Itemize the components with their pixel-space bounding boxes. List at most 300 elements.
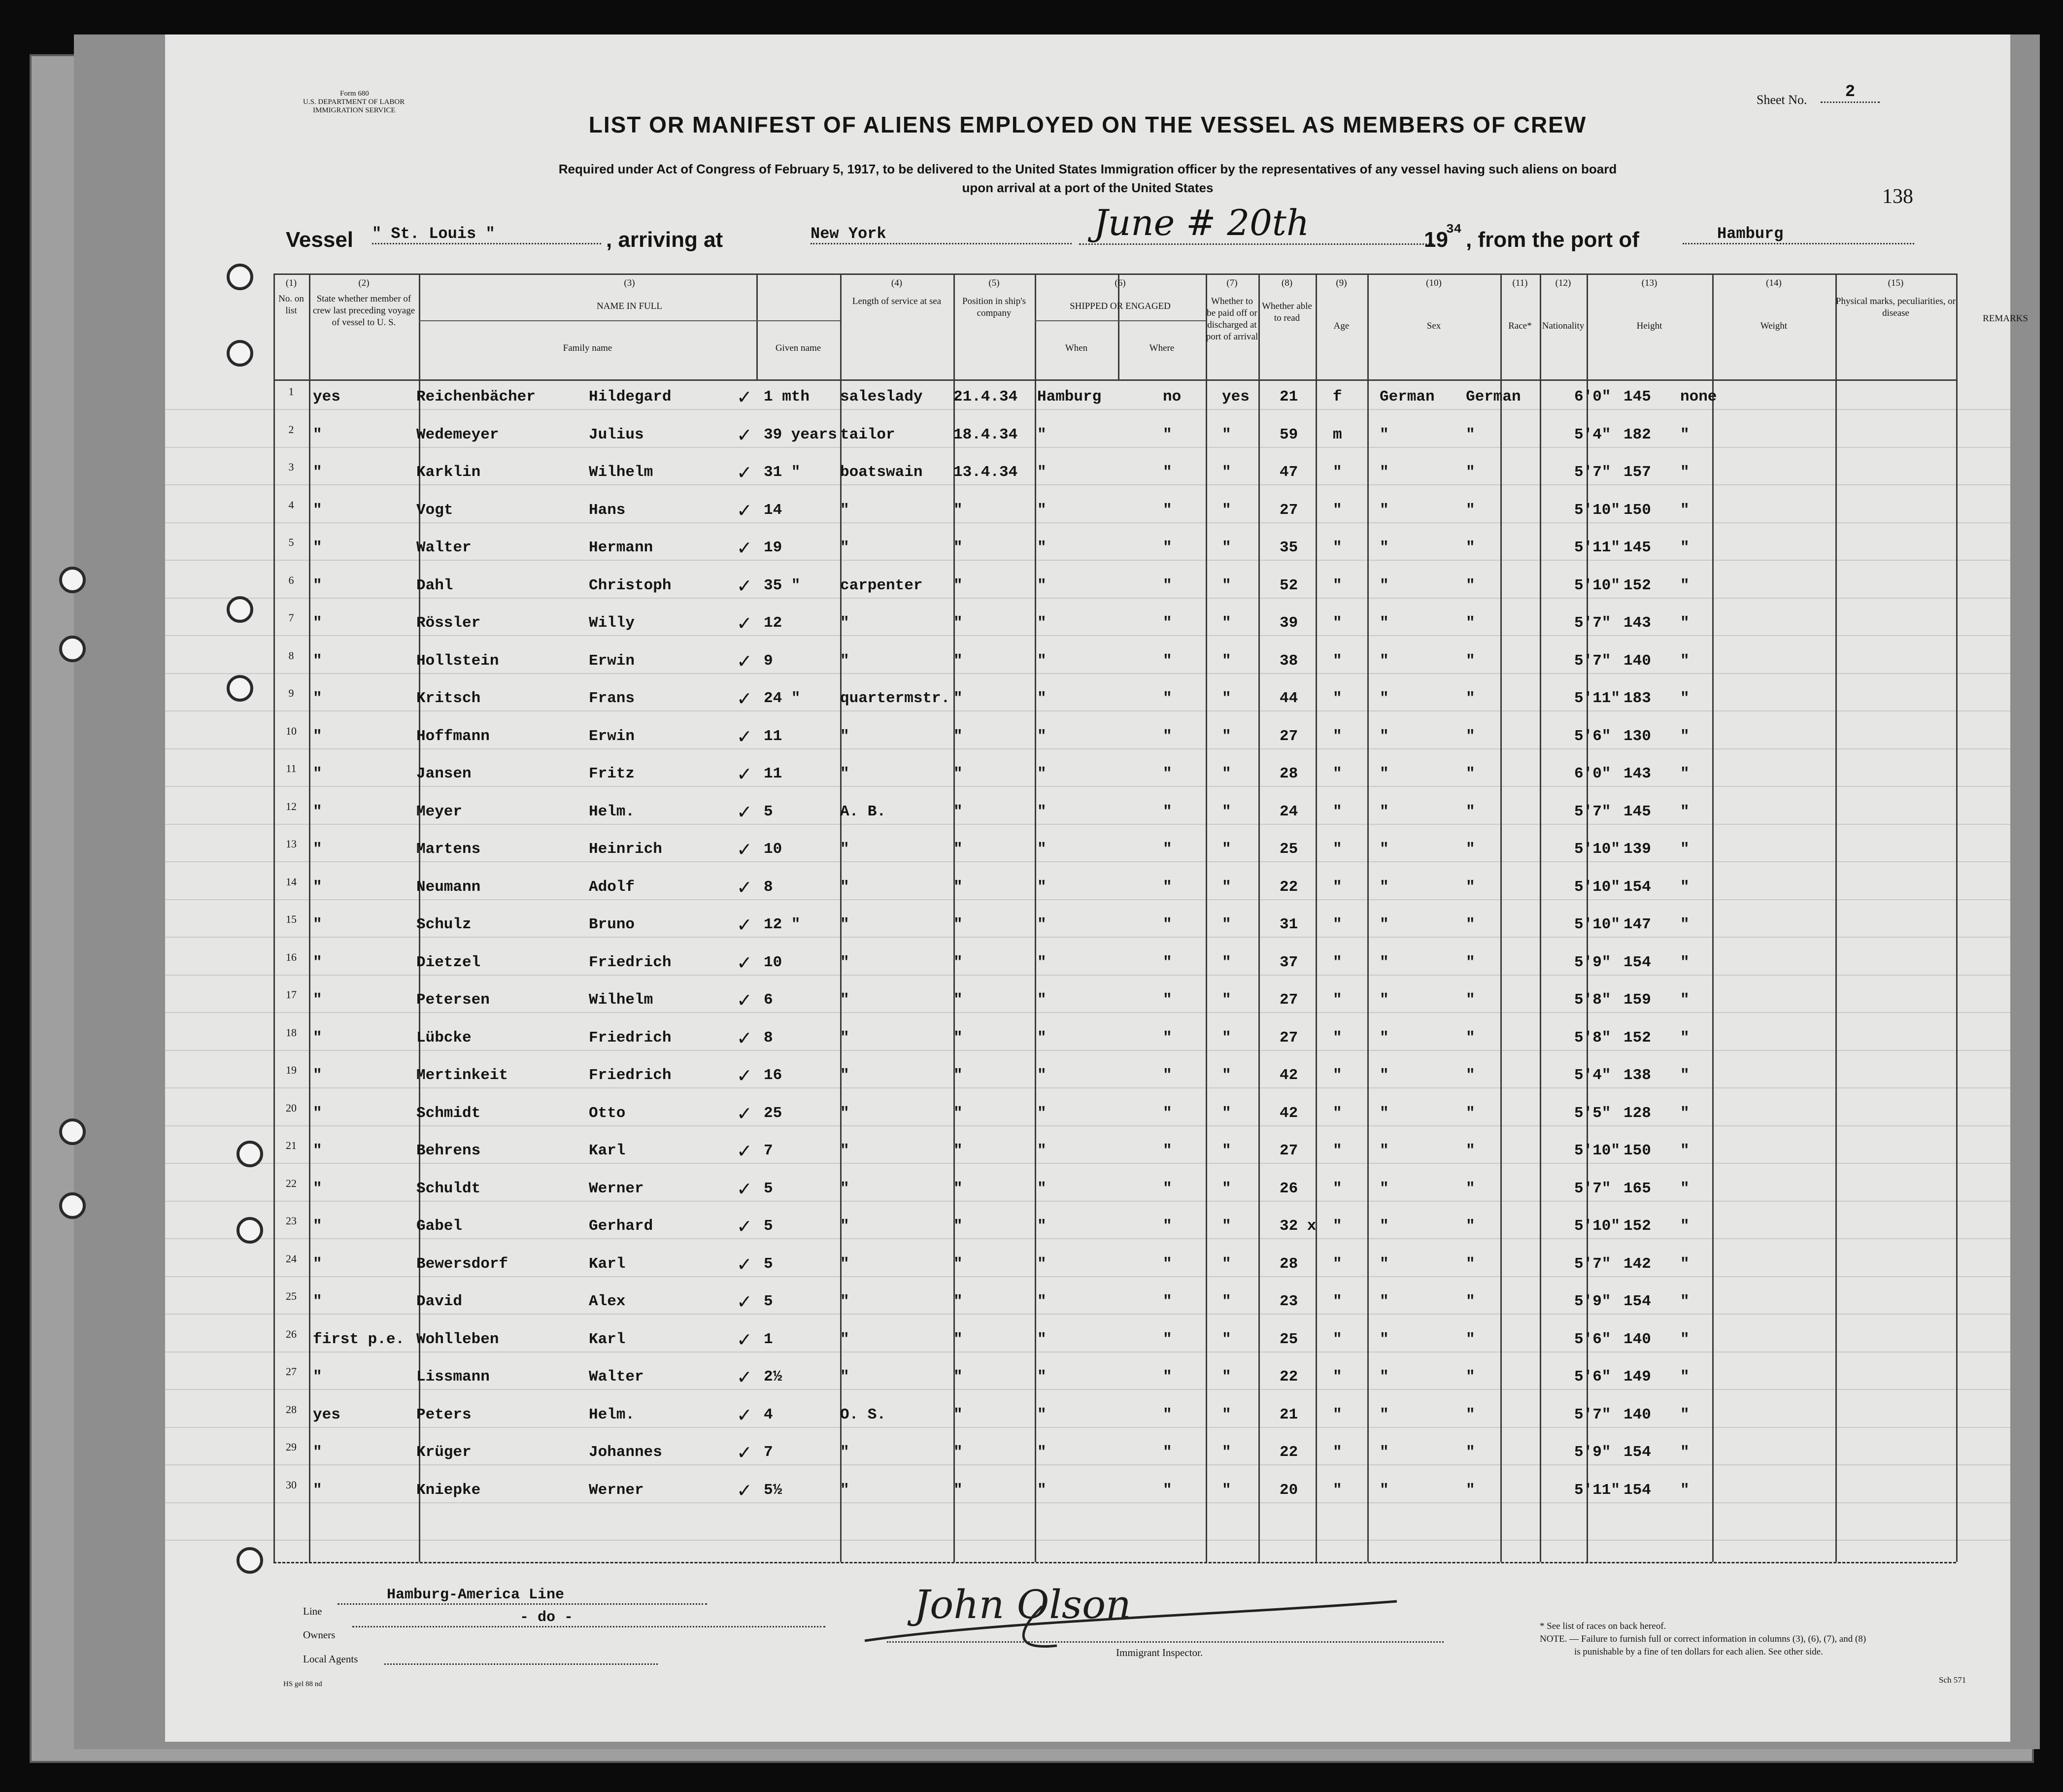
- cell-nat: ": [1466, 803, 1475, 820]
- cell-given: Karl: [589, 1331, 626, 1348]
- cell-age: 21: [1280, 388, 1298, 406]
- cell-read: ": [1222, 502, 1231, 519]
- cell-prev: first p.e.: [313, 1331, 405, 1348]
- cell-read: ": [1222, 690, 1231, 707]
- cell-family: Schulz: [416, 916, 472, 933]
- cell-age: 22: [1280, 1444, 1298, 1461]
- cell-given: Johannes: [589, 1444, 662, 1461]
- cell-race: ": [1380, 803, 1389, 820]
- cell-service: 25: [764, 1105, 782, 1122]
- column-rule: [1500, 273, 1502, 1562]
- cell-nat: ": [1466, 1406, 1475, 1423]
- cell-given: Hildegard: [589, 388, 672, 406]
- column-rule: [1540, 273, 1541, 1562]
- check-mark-icon: ✓: [737, 952, 752, 974]
- cell-position: ": [840, 1444, 849, 1461]
- cell-when: ": [953, 841, 963, 858]
- check-mark-icon: ✓: [737, 537, 752, 559]
- header-remarks: REMARKS: [1983, 313, 2028, 324]
- cell-paid: ": [1163, 690, 1172, 707]
- ruled-line: [165, 1389, 2010, 1390]
- cell-sex: ": [1333, 1368, 1342, 1386]
- cell-given: Willy: [589, 614, 635, 632]
- name-subheader-rule: [419, 320, 840, 321]
- cell-age: 25: [1280, 841, 1298, 858]
- column-number: (7): [1226, 278, 1238, 288]
- cell-weight: 149: [1623, 1368, 1651, 1386]
- cell-service: 1: [764, 1331, 773, 1348]
- cell-nat: ": [1466, 1142, 1475, 1159]
- cell-weight: 182: [1623, 426, 1651, 443]
- cell-where: ": [1037, 502, 1047, 519]
- cell-when: ": [953, 803, 963, 820]
- column-rule: [1367, 273, 1369, 1562]
- cell-paid: ": [1163, 1331, 1172, 1348]
- cell-service: 16: [764, 1067, 782, 1084]
- cell-age: 42: [1280, 1067, 1298, 1084]
- cell-nat: ": [1466, 614, 1475, 632]
- cell-family: Kniepke: [416, 1482, 481, 1499]
- cell-race: ": [1380, 464, 1389, 481]
- cell-when: ": [953, 1180, 963, 1197]
- subtitle-line-2: upon arrival at a port of the United States: [962, 180, 1214, 195]
- row-number: 16: [286, 951, 297, 963]
- cell-position: quartermstr.: [840, 690, 950, 707]
- header-given-name: Given name: [775, 343, 821, 353]
- cell-family: Martens: [416, 841, 481, 858]
- cell-read: ": [1222, 1255, 1231, 1273]
- cell-sex: ": [1333, 539, 1342, 556]
- cell-prev: ": [313, 1482, 322, 1499]
- cell-age: 20: [1280, 1482, 1298, 1499]
- check-mark-icon: ✓: [737, 688, 752, 710]
- agents-label: Local Agents: [303, 1653, 358, 1665]
- cell-when: 18.4.34: [953, 426, 1018, 443]
- note-failure: NOTE. — Failure to furnish full or correct information in columns (3), (6), (7), and (8): [1540, 1634, 1866, 1644]
- arrival-date: June # 20th: [1079, 202, 1434, 245]
- cell-height: 5'8": [1574, 1029, 1611, 1047]
- cell-paid: ": [1163, 765, 1172, 782]
- cell-service: 10: [764, 954, 782, 971]
- cell-when: ": [953, 1105, 963, 1122]
- from-port: Hamburg: [1683, 225, 1914, 244]
- cell-read: ": [1222, 954, 1231, 971]
- cell-sex: ": [1333, 690, 1342, 707]
- cell-nat: ": [1466, 539, 1475, 556]
- cell-age: 42: [1280, 1105, 1298, 1122]
- cell-family: Mertinkeit: [416, 1067, 508, 1084]
- cell-marks: ": [1680, 614, 1690, 632]
- cell-nat: ": [1466, 1067, 1475, 1084]
- check-mark-icon: ✓: [737, 801, 752, 823]
- check-mark-icon: ✓: [737, 1216, 752, 1237]
- cell-nat: ": [1466, 1331, 1475, 1348]
- cell-read: ": [1222, 1217, 1231, 1235]
- cell-nat: German: [1466, 388, 1521, 406]
- cell-position: ": [840, 1482, 849, 1499]
- cell-family: Behrens: [416, 1142, 481, 1159]
- binder-hole: [59, 567, 86, 593]
- cell-prev: ": [313, 1217, 322, 1235]
- cell-given: Karl: [589, 1142, 626, 1159]
- cell-nat: ": [1466, 502, 1475, 519]
- cell-when: ": [953, 1406, 963, 1423]
- cell-marks: ": [1680, 652, 1690, 670]
- cell-family: Vogt: [416, 502, 453, 519]
- header-length-service: Length of service at sea: [852, 296, 942, 306]
- ruled-line: [165, 1012, 2010, 1013]
- cell-service: 5: [764, 1180, 773, 1197]
- cell-paid: ": [1163, 1029, 1172, 1047]
- cell-marks: ": [1680, 728, 1690, 745]
- cell-sex: ": [1333, 765, 1342, 782]
- row-number: 13: [286, 838, 297, 850]
- cell-race: ": [1380, 728, 1389, 745]
- cell-read: ": [1222, 1482, 1231, 1499]
- cell-position: tailor: [840, 426, 895, 443]
- cell-age: 26: [1280, 1180, 1298, 1197]
- shipped-subheader-rule: [1035, 320, 1206, 321]
- binder-hole: [227, 340, 253, 367]
- page-number: 138: [1882, 185, 1913, 208]
- cell-race: ": [1380, 991, 1389, 1009]
- header-able-read: Whether able to read: [1262, 301, 1312, 323]
- cell-family: Lübcke: [416, 1029, 472, 1047]
- ruled-line: [165, 1050, 2010, 1051]
- cell-read: ": [1222, 1180, 1231, 1197]
- cell-marks: ": [1680, 1331, 1690, 1348]
- header-nationality: Nationality: [1542, 321, 1585, 331]
- cell-weight: 154: [1623, 1482, 1651, 1499]
- cell-marks: ": [1680, 1293, 1690, 1310]
- service: IMMIGRATION SERVICE: [313, 106, 396, 114]
- cell-height: 5'7": [1574, 1406, 1611, 1423]
- cell-sex: ": [1333, 614, 1342, 632]
- owners-value: - do -: [352, 1609, 825, 1627]
- cell-where: ": [1037, 916, 1047, 933]
- cell-height: 5'10": [1574, 841, 1621, 858]
- cell-family: Meyer: [416, 803, 463, 820]
- ruled-line: [165, 1464, 2010, 1465]
- cell-where: Hamburg: [1037, 388, 1102, 406]
- cell-prev: yes: [313, 388, 340, 406]
- cell-height: 5'7": [1574, 1255, 1611, 1273]
- cell-age: 59: [1280, 426, 1298, 443]
- row-number: 28: [286, 1403, 297, 1416]
- row-number: 2: [288, 423, 294, 436]
- cell-prev: ": [313, 1255, 322, 1273]
- cell-prev: ": [313, 1029, 322, 1047]
- cell-paid: no: [1163, 388, 1182, 406]
- cell-paid: ": [1163, 652, 1172, 670]
- ruled-line: [165, 1540, 2010, 1541]
- cell-height: 5'5": [1574, 1105, 1611, 1122]
- cell-when: ": [953, 1217, 963, 1235]
- cell-sex: ": [1333, 1331, 1342, 1348]
- cell-where: ": [1037, 841, 1047, 858]
- cell-family: Wedemeyer: [416, 426, 499, 443]
- cell-height: 5'10": [1574, 879, 1621, 896]
- cell-where: ": [1037, 1029, 1047, 1047]
- cell-read: ": [1222, 803, 1231, 820]
- cell-where: ": [1037, 879, 1047, 896]
- cell-position: ": [840, 614, 849, 632]
- cell-position: ": [840, 1142, 849, 1159]
- cell-age: 35: [1280, 539, 1298, 556]
- ruled-line: [165, 409, 2010, 410]
- header-physical: Physical marks, peculiarities, or disease: [1835, 296, 1956, 318]
- cell-weight: 165: [1623, 1180, 1651, 1197]
- cell-prev: ": [313, 1067, 322, 1084]
- sheet-number: 2: [1821, 83, 1880, 103]
- cell-service: 8: [764, 879, 773, 896]
- from-label: , from the port of: [1466, 228, 1639, 252]
- cell-family: Schmidt: [416, 1105, 481, 1122]
- cell-when: ": [953, 954, 963, 971]
- cell-position: ": [840, 1293, 849, 1310]
- cell-service: 6: [764, 991, 773, 1009]
- cell-position: ": [840, 916, 849, 933]
- cell-age: 23: [1280, 1293, 1298, 1310]
- cell-nat: ": [1466, 841, 1475, 858]
- ruled-line: [165, 937, 2010, 938]
- check-mark-icon: ✓: [737, 839, 752, 860]
- document-title: LIST OR MANIFEST OF ALIENS EMPLOYED ON THE VESSEL AS MEMBERS OF CREW: [588, 112, 1587, 137]
- print-code-left: HS gel 88 nd: [283, 1680, 322, 1688]
- cell-given: Friedrich: [589, 1029, 672, 1047]
- cell-position: ": [840, 1029, 849, 1047]
- cell-race: ": [1380, 954, 1389, 971]
- check-mark-icon: ✓: [737, 1140, 752, 1162]
- cell-service: 9: [764, 652, 773, 670]
- cell-weight: 138: [1623, 1067, 1651, 1084]
- cell-race: ": [1380, 1255, 1389, 1273]
- cell-given: Frans: [589, 690, 635, 707]
- note-fine: is punishable by a fine of ten dollars for each alien. See other side.: [1574, 1647, 1823, 1657]
- cell-age: 22: [1280, 879, 1298, 896]
- header-where: Where: [1149, 343, 1175, 353]
- cell-height: 6'0": [1574, 765, 1611, 782]
- ruled-line: [165, 710, 2010, 711]
- cell-marks: ": [1680, 1105, 1690, 1122]
- header-shipped: SHIPPED OR ENGAGED: [1070, 301, 1171, 311]
- cell-family: David: [416, 1293, 463, 1310]
- check-mark-icon: ✓: [737, 1404, 752, 1426]
- cell-service: 35 ": [764, 577, 801, 594]
- cell-when: ": [953, 1293, 963, 1310]
- cell-height: 5'7": [1574, 803, 1611, 820]
- cell-paid: ": [1163, 426, 1172, 443]
- column-number: (5): [988, 278, 1000, 288]
- cell-age: 47: [1280, 464, 1298, 481]
- department: U.S. DEPARTMENT OF LABOR: [303, 98, 405, 106]
- cell-weight: 140: [1623, 1331, 1651, 1348]
- cell-nat: ": [1466, 690, 1475, 707]
- cell-given: Werner: [589, 1482, 644, 1499]
- cell-family: Hoffmann: [416, 728, 490, 745]
- cell-paid: ": [1163, 728, 1172, 745]
- row-number: 3: [288, 461, 294, 473]
- ruled-line: [165, 1238, 2010, 1239]
- cell-family: Petersen: [416, 991, 490, 1009]
- cell-position: ": [840, 954, 849, 971]
- row-number: 29: [286, 1441, 297, 1453]
- cell-given: Wilhelm: [589, 464, 653, 481]
- cell-age: 27: [1280, 991, 1298, 1009]
- cell-where: ": [1037, 1255, 1047, 1273]
- cell-family: Neumann: [416, 879, 481, 896]
- cell-prev: ": [313, 1105, 322, 1122]
- cell-marks: ": [1680, 1406, 1690, 1423]
- column-rule: [1206, 273, 1207, 1562]
- cell-prev: ": [313, 841, 322, 858]
- column-rule: [1835, 273, 1837, 1562]
- cell-sex: ": [1333, 991, 1342, 1009]
- cell-sex: ": [1333, 1293, 1342, 1310]
- check-mark-icon: ✓: [737, 1366, 752, 1388]
- check-mark-icon: ✓: [737, 612, 752, 634]
- cell-read: ": [1222, 1444, 1231, 1461]
- cell-height: 5'6": [1574, 1368, 1611, 1386]
- ruled-line: [165, 899, 2010, 900]
- cell-paid: ": [1163, 502, 1172, 519]
- header-weight: Weight: [1760, 321, 1788, 331]
- row-number: 15: [286, 913, 297, 925]
- cell-given: Erwin: [589, 652, 635, 670]
- cell-race: ": [1380, 1406, 1389, 1423]
- row-number: 30: [286, 1479, 297, 1491]
- inspector-signature: John Olson: [914, 1582, 1131, 1627]
- cell-height: 5'10": [1574, 1217, 1621, 1235]
- cell-marks: ": [1680, 765, 1690, 782]
- cell-service: 5: [764, 1255, 773, 1273]
- cell-read: ": [1222, 1105, 1231, 1122]
- ruled-line: [165, 1163, 2010, 1164]
- cell-marks: ": [1680, 1029, 1690, 1047]
- row-number: 4: [288, 499, 294, 511]
- cell-height: 5'4": [1574, 1067, 1611, 1084]
- cell-position: ": [840, 879, 849, 896]
- cell-service: 2½: [764, 1368, 782, 1386]
- cell-weight: 143: [1623, 765, 1651, 782]
- cell-position: A. B.: [840, 803, 886, 820]
- cell-when: ": [953, 652, 963, 670]
- cell-prev: yes: [313, 1406, 340, 1423]
- cell-marks: ": [1680, 879, 1690, 896]
- cell-height: 5'11": [1574, 539, 1621, 556]
- cell-weight: 143: [1623, 614, 1651, 632]
- cell-position: ": [840, 1105, 849, 1122]
- year-prefix: 19: [1424, 228, 1448, 252]
- cell-position: ": [840, 991, 849, 1009]
- cell-prev: ": [313, 1293, 322, 1310]
- cell-height: 6'0": [1574, 388, 1611, 406]
- cell-paid: ": [1163, 879, 1172, 896]
- cell-when: ": [953, 765, 963, 782]
- cell-when: ": [953, 1067, 963, 1084]
- cell-marks: ": [1680, 502, 1690, 519]
- cell-weight: 147: [1623, 916, 1651, 933]
- cell-where: ": [1037, 614, 1047, 632]
- ruled-line: [165, 1201, 2010, 1202]
- cell-sex: ": [1333, 1217, 1342, 1235]
- cell-where: ": [1037, 1293, 1047, 1310]
- cell-when: ": [953, 879, 963, 896]
- cell-race: ": [1380, 841, 1389, 858]
- binder-hole: [59, 1192, 86, 1219]
- cell-given: Otto: [589, 1105, 626, 1122]
- cell-height: 5'9": [1574, 1444, 1611, 1461]
- cell-marks: ": [1680, 1368, 1690, 1386]
- cell-weight: 145: [1623, 539, 1651, 556]
- binder-hole: [237, 1547, 263, 1574]
- cell-service: 10: [764, 841, 782, 858]
- cell-weight: 154: [1623, 954, 1651, 971]
- cell-read: ": [1222, 1331, 1231, 1348]
- cell-where: ": [1037, 464, 1047, 481]
- cell-race: ": [1380, 426, 1389, 443]
- cell-where: ": [1037, 426, 1047, 443]
- cell-nat: ": [1466, 1368, 1475, 1386]
- cell-paid: ": [1163, 991, 1172, 1009]
- cell-position: O. S.: [840, 1406, 886, 1423]
- cell-prev: ": [313, 577, 322, 594]
- cell-paid: ": [1163, 1255, 1172, 1273]
- cell-sex: f: [1333, 388, 1342, 406]
- cell-sex: ": [1333, 879, 1342, 896]
- header-name-in-full: NAME IN FULL: [597, 301, 662, 311]
- cell-height: 5'10": [1574, 577, 1621, 594]
- cell-sex: ": [1333, 916, 1342, 933]
- check-mark-icon: ✓: [737, 1291, 752, 1313]
- cell-when: ": [953, 1255, 963, 1273]
- cell-when: ": [953, 1444, 963, 1461]
- cell-height: 5'10": [1574, 502, 1621, 519]
- cell-sex: ": [1333, 841, 1342, 858]
- cell-sex: ": [1333, 1406, 1342, 1423]
- header-no-on-list: No. on list: [278, 294, 304, 316]
- cell-where: ": [1037, 1105, 1047, 1122]
- cell-height: 5'9": [1574, 954, 1611, 971]
- cell-when: ": [953, 614, 963, 632]
- table-top-rule: [273, 273, 1956, 275]
- cell-where: ": [1037, 1368, 1047, 1386]
- check-mark-icon: ✓: [737, 462, 752, 483]
- cell-race: ": [1380, 1180, 1389, 1197]
- row-number: 19: [286, 1064, 297, 1076]
- cell-given: Wilhelm: [589, 991, 653, 1009]
- cell-read: ": [1222, 991, 1231, 1009]
- cell-read: ": [1222, 916, 1231, 933]
- cell-paid: ": [1163, 464, 1172, 481]
- cell-service: 4: [764, 1406, 773, 1423]
- cell-marks: ": [1680, 1255, 1690, 1273]
- note-races: * See list of races on back hereof.: [1540, 1621, 1666, 1631]
- cell-prev: ": [313, 1180, 322, 1197]
- cell-age: 24: [1280, 803, 1298, 820]
- cell-age: 21: [1280, 1406, 1298, 1423]
- cell-read: ": [1222, 652, 1231, 670]
- cell-read: yes: [1222, 388, 1250, 406]
- signature-flourish: [855, 1587, 1446, 1656]
- row-number: 22: [286, 1177, 297, 1189]
- cell-given: Helm.: [589, 1406, 635, 1423]
- cell-family: Bewersdorf: [416, 1255, 508, 1273]
- cell-marks: ": [1680, 464, 1690, 481]
- cell-age: 44: [1280, 690, 1298, 707]
- cell-paid: ": [1163, 803, 1172, 820]
- cell-sex: ": [1333, 1105, 1342, 1122]
